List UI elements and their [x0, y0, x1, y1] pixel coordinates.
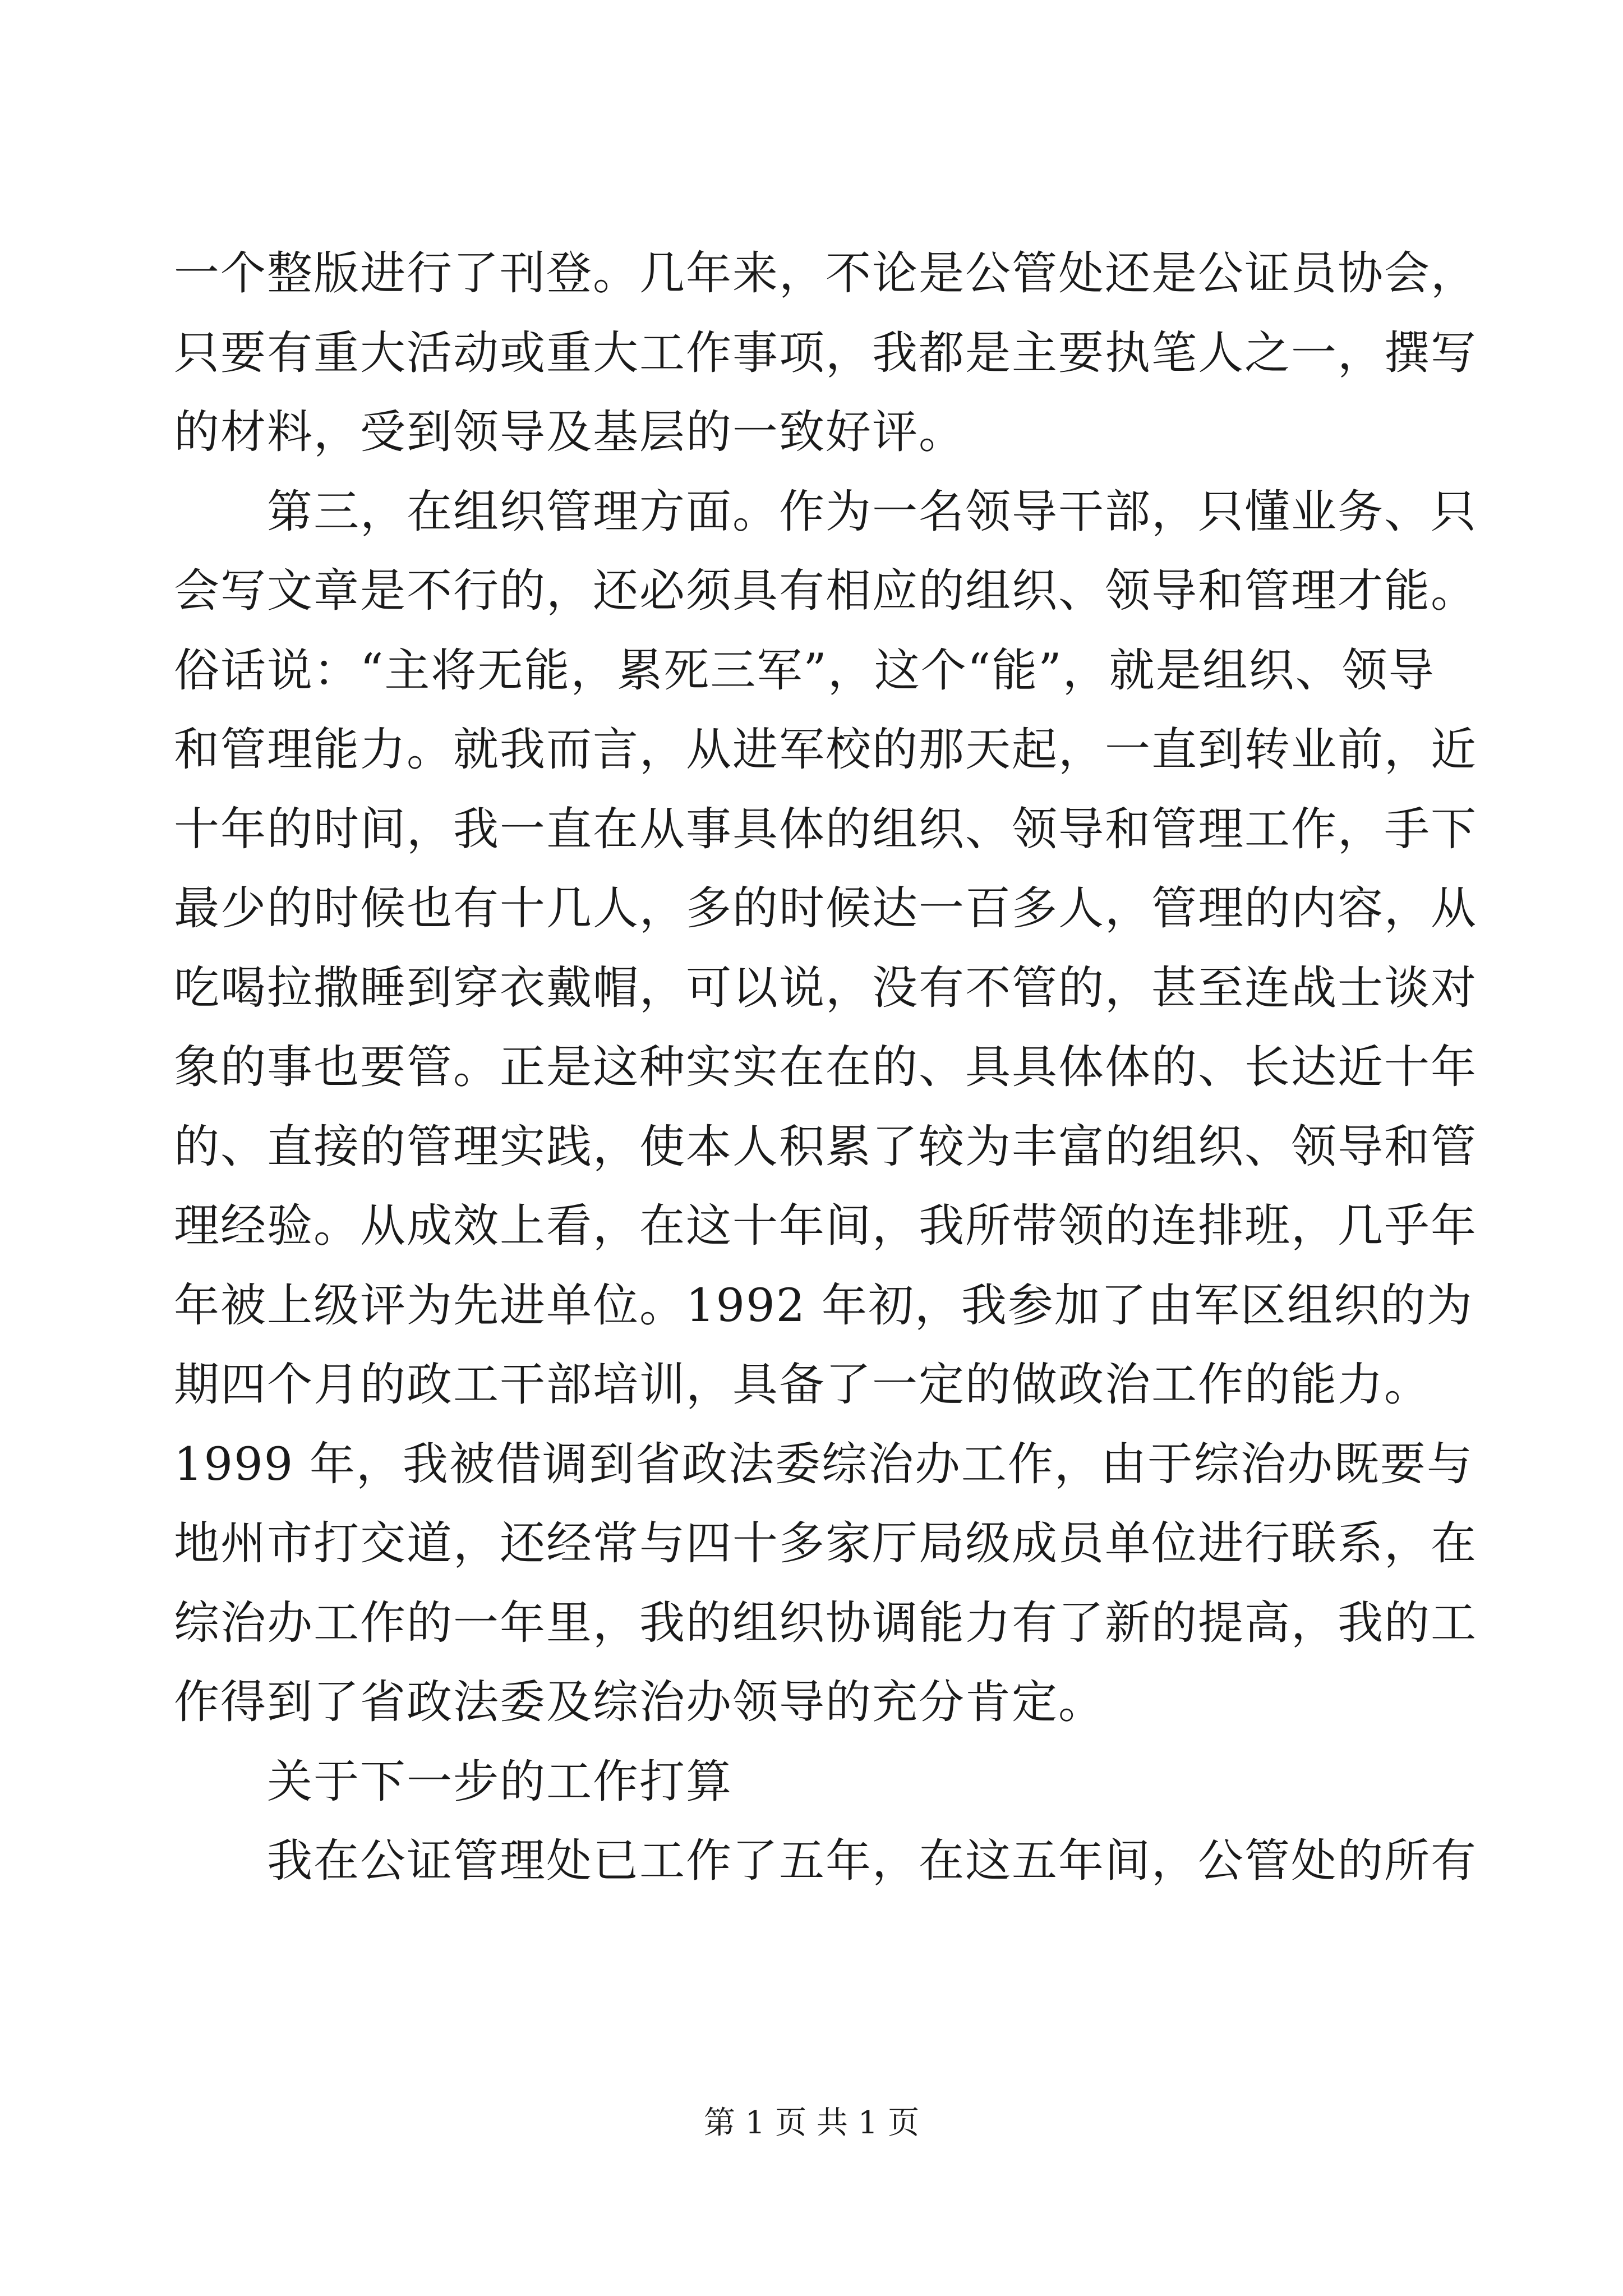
text-line: 的材料，受到领导及基层的一致好评。 — [174, 406, 966, 459]
text-line: 期四个月的政工干部培训，具备了一定的做政治工作的能力。 — [174, 1359, 1431, 1411]
text-line: 作得到了省政法委及综治办领导的充分肯定。 — [174, 1676, 1105, 1729]
text-line: 一个整版进行了刊登。几年来，不论是公管处还是公证员协会， — [174, 247, 1478, 300]
text-line: 的、直接的管理实践，使本人积累了较为丰富的组织、领导和管 — [174, 1121, 1478, 1174]
text-line: 1999 年，我被借调到省政法委综治办工作，由于综治办既要与 — [174, 1438, 1473, 1491]
page-footer: 第 1 页 共 1 页 — [703, 2105, 920, 2141]
text-line: 最少的时候也有十几人，多的时候达一百多人，管理的内容，从 — [174, 882, 1478, 935]
text-line: 理经验。从成效上看，在这十年间，我所带领的连排班，几乎年 — [174, 1200, 1478, 1253]
text-line: 只要有重大活动或重大工作事项，我都是主要执笔人之一，撰写 — [174, 327, 1478, 380]
text-line: 第三，在组织管理方面。作为一名领导干部，只懂业务、只 — [174, 486, 1478, 539]
text-line: 地州市打交道，还经常与四十多家厅局级成员单位进行联系，在 — [174, 1517, 1478, 1570]
text-line: 会写文章是不行的，还必须具有相应的组织、领导和管理才能。 — [174, 565, 1478, 618]
text-line: 十年的时间，我一直在从事具体的组织、领导和管理工作，手下 — [174, 803, 1478, 856]
text-line: 我在公证管理处已工作了五年，在这五年间，公管处的所有 — [174, 1835, 1478, 1888]
text-line: 象的事也要管。正是这种实实在在的、具具体体的、长达近十年 — [174, 1041, 1478, 1094]
text-line: 吃喝拉撒睡到穿衣戴帽，可以说，没有不管的，甚至连战士谈对 — [174, 962, 1478, 1015]
text-line: 和管理能力。就我而言，从进军校的那天起，一直到转业前，近 — [174, 724, 1478, 776]
text-line: 综治办工作的一年里，我的组织协调能力有了新的提高，我的工 — [174, 1597, 1478, 1650]
text-line: 年被上级评为先进单位。1992 年初，我参加了由军区组织的为 — [174, 1280, 1473, 1332]
text-line: 关于下一步的工作打算 — [174, 1756, 733, 1809]
text-line: 俗话说：“主将无能，累死三军”，这个“能”，就是组织、领导 — [174, 645, 1435, 697]
